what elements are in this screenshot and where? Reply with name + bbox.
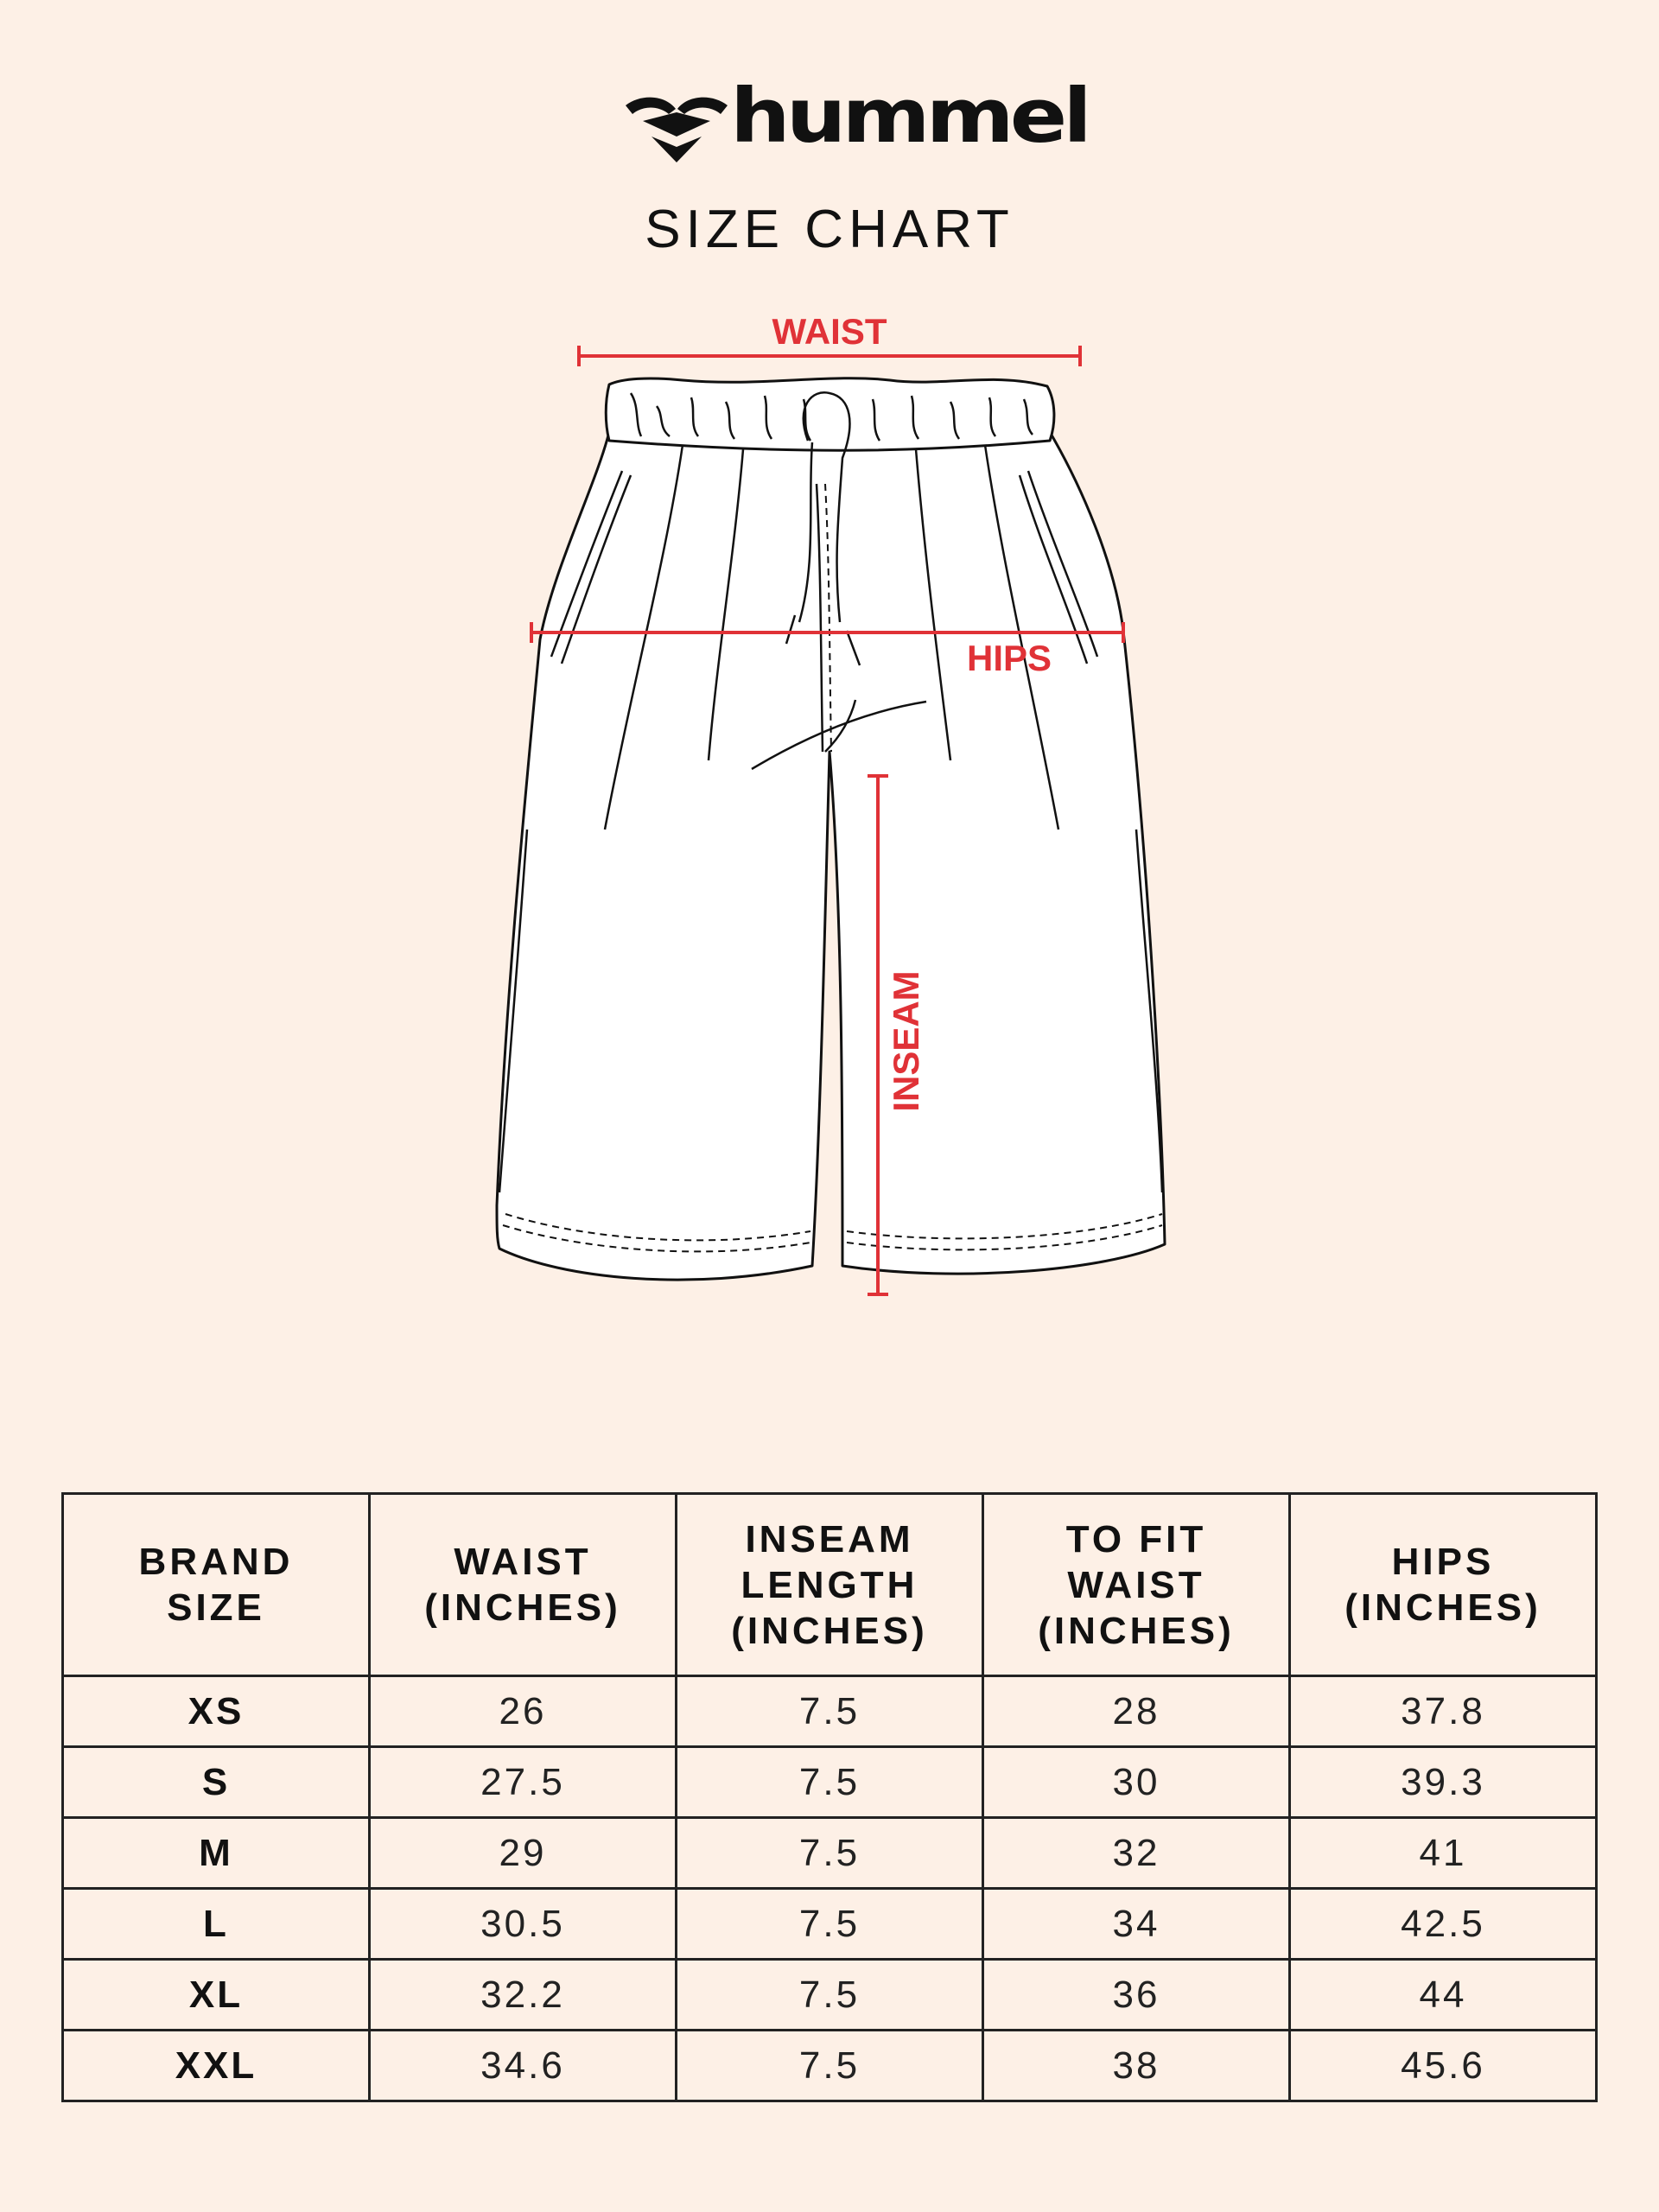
waist-cell: 27.5	[370, 1747, 677, 1818]
shorts-illustration	[0, 285, 1659, 1322]
size-cell: XXL	[63, 2031, 370, 2101]
header-inseam-length: INSEAM LENGTH (INCHES)	[677, 1494, 983, 1676]
table-row	[63, 1676, 1597, 1747]
page-title: SIZE CHART	[645, 200, 1014, 259]
table-row	[63, 1818, 1597, 1889]
size-cell: S	[63, 1747, 370, 1818]
waist-cell: 32.2	[370, 1960, 677, 2031]
brand-wordmark: hummel	[730, 73, 1088, 161]
waist-label: WAIST	[772, 311, 887, 352]
shorts-body	[497, 432, 1165, 1280]
inseam-cell: 7.5	[677, 1818, 983, 1889]
hips-cell: 45.6	[1290, 2031, 1597, 2101]
inseam-cell: 7.5	[677, 1960, 983, 2031]
table-row	[63, 2031, 1597, 2101]
inseam-cell: 7.5	[677, 1747, 983, 1818]
waist-cell: 26	[370, 1676, 677, 1747]
hips-cell: 39.3	[1290, 1747, 1597, 1818]
table-row	[63, 1747, 1597, 1818]
waist-cell: 30.5	[370, 1889, 677, 1960]
hips-label: HIPS	[966, 638, 1052, 678]
header-to-fit-waist: TO FIT WAIST (INCHES)	[983, 1494, 1290, 1676]
inseam-label: INSEAM	[886, 970, 926, 1112]
header-waist: WAIST (INCHES)	[370, 1494, 677, 1676]
size-cell: M	[63, 1818, 370, 1889]
size-cell: XS	[63, 1676, 370, 1747]
inseam-cell: 7.5	[677, 1676, 983, 1747]
waist-cell: 34.6	[370, 2031, 677, 2101]
table-header-row	[63, 1494, 1597, 1676]
table-row	[63, 1960, 1597, 2031]
inseam-cell: 7.5	[677, 1889, 983, 1960]
to-fit-waist-cell: 34	[983, 1889, 1290, 1960]
to-fit-waist-cell: 28	[983, 1676, 1290, 1747]
table-row	[63, 1889, 1597, 1960]
to-fit-waist-cell: 32	[983, 1818, 1290, 1889]
size-cell: XL	[63, 1960, 370, 2031]
header-hips: HIPS (INCHES)	[1290, 1494, 1597, 1676]
to-fit-waist-cell: 30	[983, 1747, 1290, 1818]
bee-icon	[626, 98, 728, 162]
hips-cell: 41	[1290, 1818, 1597, 1889]
waistband	[606, 378, 1054, 451]
to-fit-waist-cell: 36	[983, 1960, 1290, 2031]
inseam-cell: 7.5	[677, 2031, 983, 2101]
hips-cell: 42.5	[1290, 1889, 1597, 1960]
to-fit-waist-cell: 38	[983, 2031, 1290, 2101]
header-brand-size: BRAND SIZE	[63, 1494, 370, 1676]
size-table	[61, 1492, 1598, 2102]
hips-cell: 37.8	[1290, 1676, 1597, 1747]
size-cell: L	[63, 1889, 370, 1960]
hips-cell: 44	[1290, 1960, 1597, 2031]
waist-cell: 29	[370, 1818, 677, 1889]
